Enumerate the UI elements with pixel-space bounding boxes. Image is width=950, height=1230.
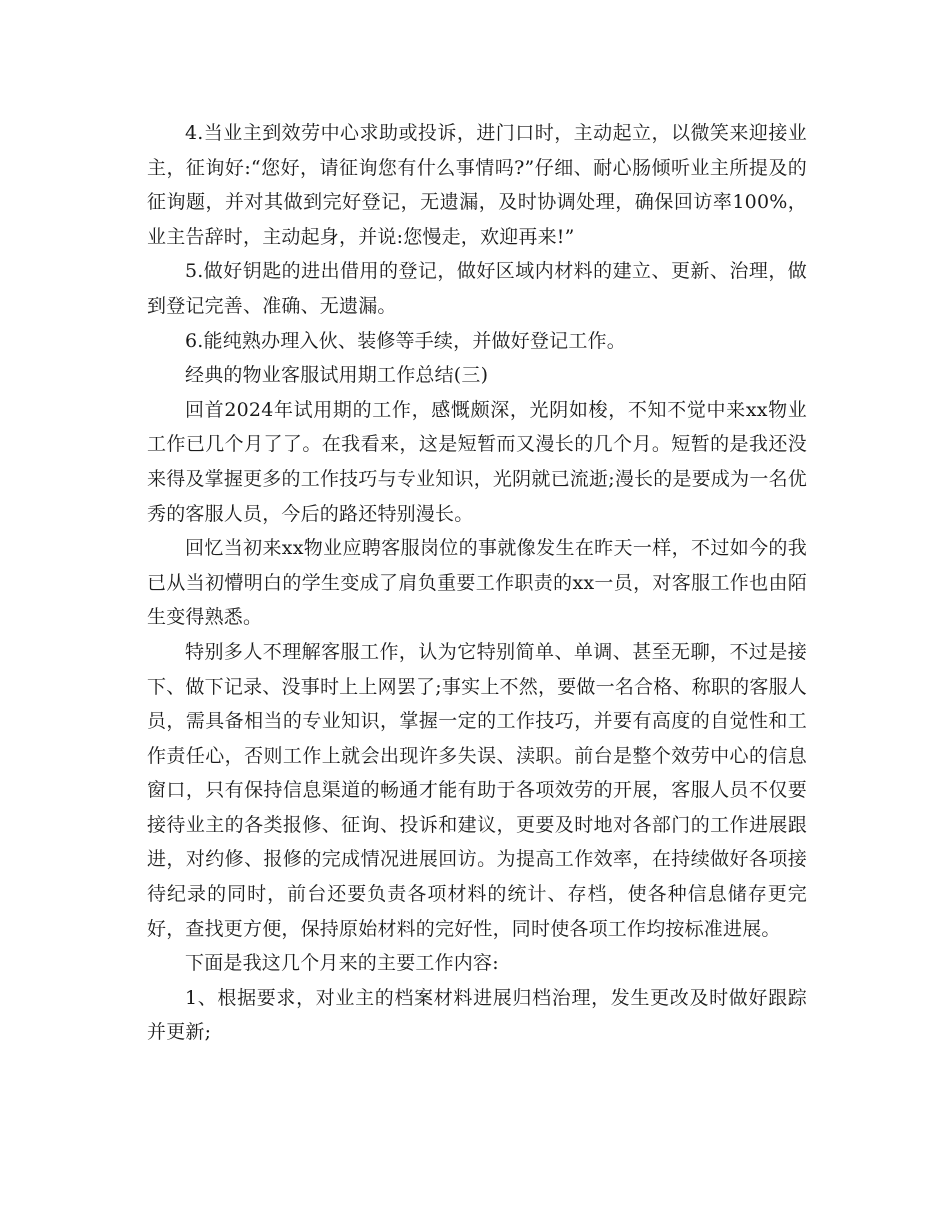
paragraph-item-5: 5.做好钥匙的进出借用的登记，做好区域内材料的建立、更新、治理，做到登记完善、准确、无遗漏。: [147, 260, 807, 317]
section-heading: 经典的物业客服试用期工作总结(三): [185, 364, 489, 387]
paragraph-item-4: 4.当业主到效劳中心求助或投诉，进门口时，主动起立，以微笑来迎接业主，征询好:“您好，请征询您有什么事情吗?”仔细、耐心肠倾听业主所提及的征询题，并对其做到完好登记，无遗漏，及时协调处理，确保回访率100%，业主告辞时，主动起身，并说:您慢走，欢迎再来!”: [147, 122, 807, 248]
paragraph-review: 回首2024年试用期的工作，感慨颇深，光阴如梭，不知不觉中来xx物业工作已几个月了了。在我看来，这是短暂而又漫长的几个月。短暂的是我还没来得及掌握更多的工作技巧与专业知识，光阴就已流逝;漫长的是要成为一名优秀的客服人员，今后的路还特别漫长。: [147, 398, 807, 525]
paragraph-recall: 回忆当初来xx物业应聘客服岗位的事就像发生在昨天一样，不过如今的我已从当初懵明白的学生变成了肩负重要工作职责的xx一员，对客服工作也由陌生变得熟悉。: [147, 537, 807, 629]
document-body: [147, 116, 807, 1050]
paragraph-item-6: 6.能纯熟办理入伙、装修等手续，并做好登记工作。: [185, 329, 626, 352]
paragraph-work-intro: 下面是我这几个月来的主要工作内容:: [185, 952, 499, 975]
paragraph-understanding: 特别多人不理解客服工作，认为它特别简单、单调、甚至无聊，不过是接下、做下记录、没事时上上网罢了;事实上不然，要做一名合格、称职的客服人员，需具备相当的专业知识，掌握一定的工作技巧，并要有高度的自觉性和工作责任心，否则工作上就会出现许多失误、渎职。前台是整个效劳中心的信息窗口，只有保持信息渠道的畅通才能有助于各项效劳的开展，客服人员不仅要接待业主的各类报修、征询、投诉和建议，更要及时地对各部门的工作进展跟进，对约修、报修的完成情况进展回访。为提高工作效率，在持续做好各项接待纪录的同时，前台还要负责各项材料的统计、存档，使各种信息储存更完好，查找更方便，保持原始材料的完好性，同时使各项工作均按标准进展。: [147, 640, 807, 940]
paragraph-work-item-1: 1、根据要求，对业主的档案材料进展归档治理，发生更改及时做好跟踪并更新;: [147, 986, 807, 1044]
